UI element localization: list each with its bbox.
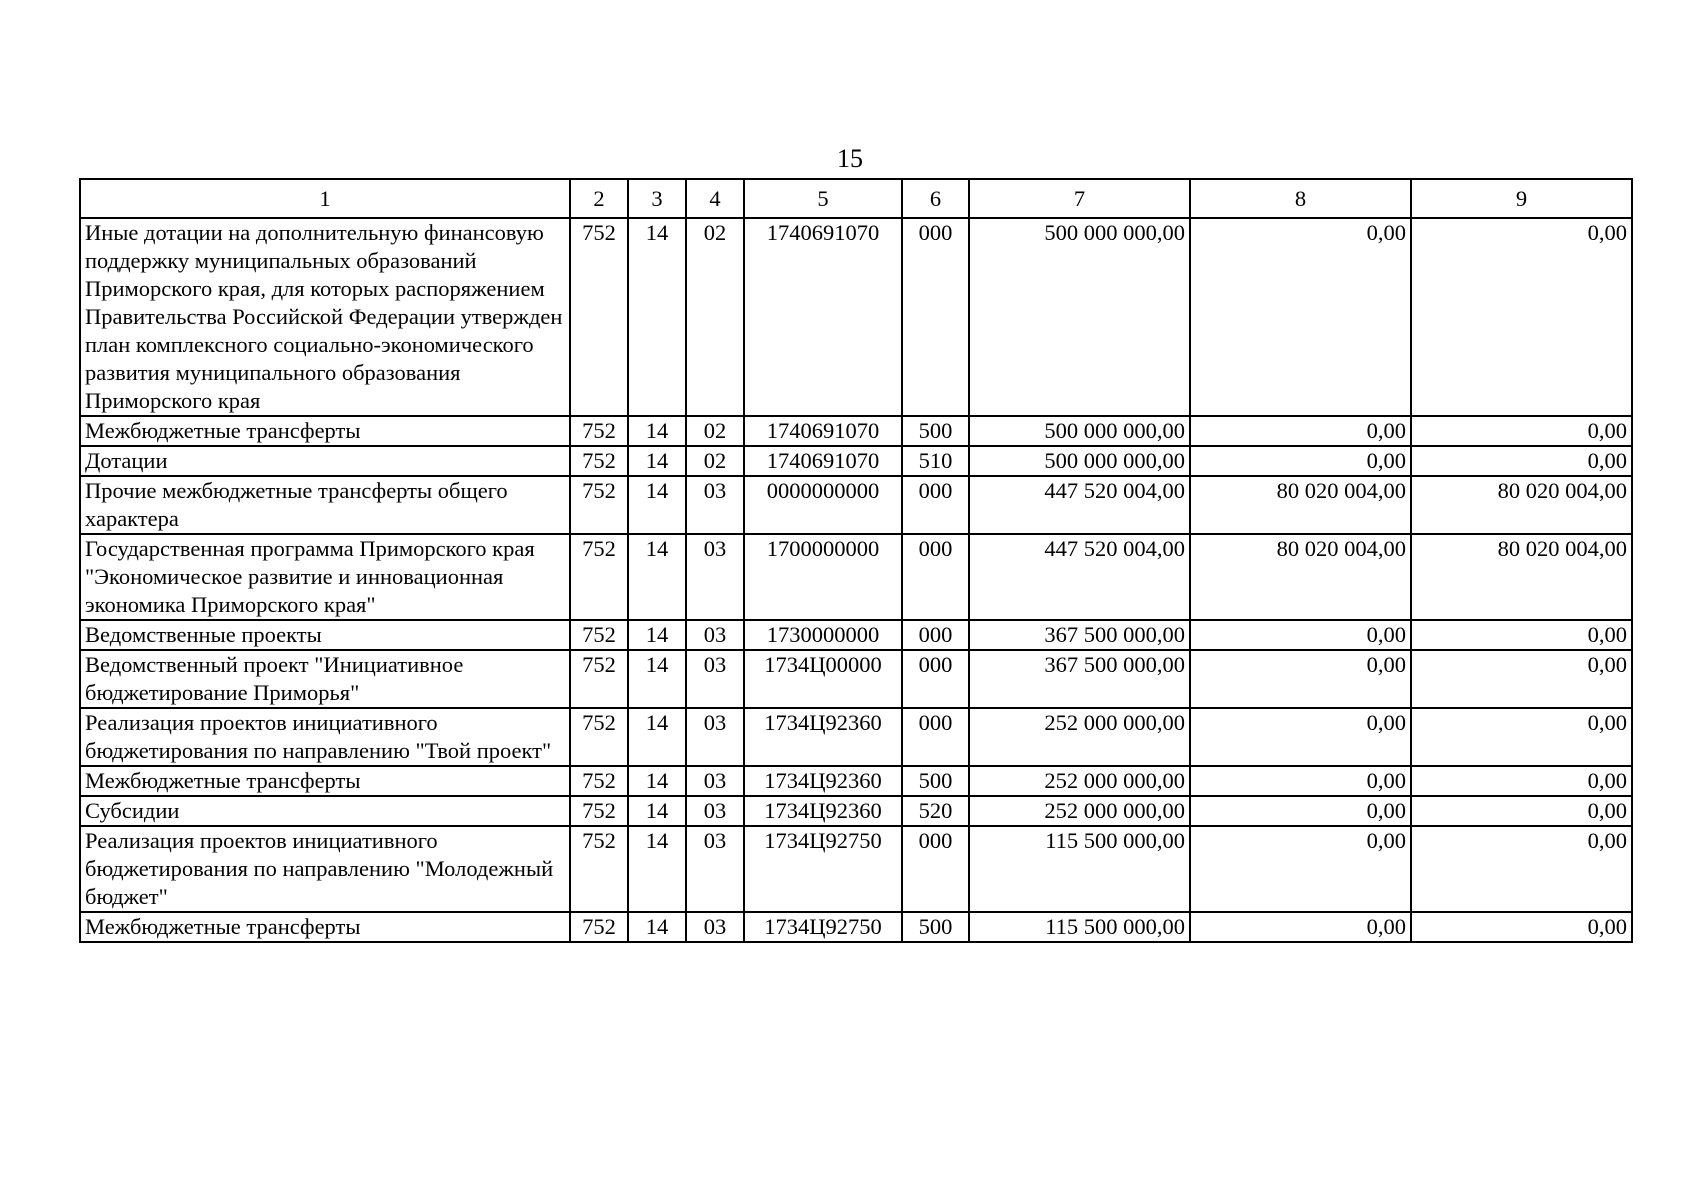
target-article-cell: 1740691070 (744, 416, 902, 446)
section-cell: 14 (628, 534, 686, 620)
table-row (80, 416, 1632, 446)
table-row (80, 912, 1632, 942)
amount-year2-cell: 0,00 (1190, 218, 1411, 416)
row-name-cell: Межбюджетные трансферты (80, 766, 570, 796)
amount-year1-cell: 367 500 000,00 (969, 650, 1190, 708)
admin-code-cell: 752 (570, 476, 628, 534)
expense-type-cell: 510 (902, 446, 969, 476)
amount-year1-cell: 447 520 004,00 (969, 534, 1190, 620)
expense-type-cell: 520 (902, 796, 969, 826)
table-row (80, 476, 1632, 534)
target-article-cell: 1730000000 (744, 620, 902, 650)
expense-type-cell: 500 (902, 912, 969, 942)
row-name-cell: Реализация проектов инициативного бюджетирования по направлению "Молодежный бюджет" (80, 826, 570, 912)
column-header: 8 (1190, 179, 1411, 218)
amount-year3-cell: 0,00 (1411, 620, 1632, 650)
amount-year2-cell: 0,00 (1190, 766, 1411, 796)
row-name-cell: Межбюджетные трансферты (80, 912, 570, 942)
admin-code-cell: 752 (570, 218, 628, 416)
header-row (80, 179, 1632, 218)
expense-type-cell: 000 (902, 534, 969, 620)
subsection-cell: 03 (686, 620, 744, 650)
row-name-cell: Иные дотации на дополнительную финансовую поддержку муниципальных образований Приморского края, для которых распоряжением Правительства Российской Федерации утвержден план комплексного социально-экономического развития муниципального образования Приморского края (80, 218, 570, 416)
row-name-cell: Государственная программа Приморского края "Экономическое развитие и инновационная экономика Приморского края" (80, 534, 570, 620)
expense-type-cell: 000 (902, 708, 969, 766)
admin-code-cell: 752 (570, 446, 628, 476)
amount-year2-cell: 0,00 (1190, 708, 1411, 766)
amount-year2-cell: 80 020 004,00 (1190, 476, 1411, 534)
subsection-cell: 03 (686, 826, 744, 912)
admin-code-cell: 752 (570, 416, 628, 446)
column-header: 1 (80, 179, 570, 218)
admin-code-cell: 752 (570, 534, 628, 620)
column-header: 5 (744, 179, 902, 218)
subsection-cell: 02 (686, 446, 744, 476)
target-article-cell: 1740691070 (744, 218, 902, 416)
subsection-cell: 03 (686, 476, 744, 534)
subsection-cell: 03 (686, 708, 744, 766)
target-article-cell: 1734Ц92360 (744, 796, 902, 826)
table-row (80, 534, 1632, 620)
amount-year1-cell: 115 500 000,00 (969, 912, 1190, 942)
amount-year3-cell: 80 020 004,00 (1411, 476, 1632, 534)
amount-year1-cell: 500 000 000,00 (969, 416, 1190, 446)
row-name-cell: Дотации (80, 446, 570, 476)
amount-year3-cell: 0,00 (1411, 218, 1632, 416)
row-name-cell: Ведомственный проект "Инициативное бюджетирование Приморья" (80, 650, 570, 708)
admin-code-cell: 752 (570, 650, 628, 708)
column-header: 3 (628, 179, 686, 218)
amount-year1-cell: 500 000 000,00 (969, 446, 1190, 476)
expense-type-cell: 000 (902, 650, 969, 708)
table-row (80, 650, 1632, 708)
table-row (80, 826, 1632, 912)
amount-year3-cell: 0,00 (1411, 826, 1632, 912)
section-cell: 14 (628, 476, 686, 534)
expense-type-cell: 000 (902, 476, 969, 534)
page-number: 15 (837, 144, 863, 173)
subsection-cell: 03 (686, 796, 744, 826)
row-name-cell: Прочие межбюджетные трансферты общего характера (80, 476, 570, 534)
section-cell: 14 (628, 826, 686, 912)
amount-year1-cell: 252 000 000,00 (969, 708, 1190, 766)
subsection-cell: 03 (686, 766, 744, 796)
amount-year1-cell: 252 000 000,00 (969, 766, 1190, 796)
section-cell: 14 (628, 446, 686, 476)
admin-code-cell: 752 (570, 912, 628, 942)
section-cell: 14 (628, 620, 686, 650)
amount-year2-cell: 80 020 004,00 (1190, 534, 1411, 620)
section-cell: 14 (628, 416, 686, 446)
expense-type-cell: 000 (902, 218, 969, 416)
amount-year1-cell: 367 500 000,00 (969, 620, 1190, 650)
amount-year3-cell: 0,00 (1411, 446, 1632, 476)
subsection-cell: 03 (686, 912, 744, 942)
target-article-cell: 1734Ц92750 (744, 912, 902, 942)
table-row (80, 796, 1632, 826)
section-cell: 14 (628, 218, 686, 416)
target-article-cell: 1700000000 (744, 534, 902, 620)
column-header: 6 (902, 179, 969, 218)
section-cell: 14 (628, 912, 686, 942)
amount-year2-cell: 0,00 (1190, 446, 1411, 476)
admin-code-cell: 752 (570, 796, 628, 826)
target-article-cell: 1734Ц92360 (744, 708, 902, 766)
amount-year2-cell: 0,00 (1190, 650, 1411, 708)
row-name-cell: Субсидии (80, 796, 570, 826)
amount-year2-cell: 0,00 (1190, 796, 1411, 826)
subsection-cell: 02 (686, 416, 744, 446)
target-article-cell: 1734Ц00000 (744, 650, 902, 708)
amount-year1-cell: 500 000 000,00 (969, 218, 1190, 416)
admin-code-cell: 752 (570, 708, 628, 766)
admin-code-cell: 752 (570, 826, 628, 912)
amount-year2-cell: 0,00 (1190, 620, 1411, 650)
expense-type-cell: 500 (902, 416, 969, 446)
subsection-cell: 03 (686, 534, 744, 620)
table-row (80, 218, 1632, 416)
subsection-cell: 03 (686, 650, 744, 708)
table-row (80, 620, 1632, 650)
expense-type-cell: 000 (902, 620, 969, 650)
amount-year3-cell: 0,00 (1411, 650, 1632, 708)
admin-code-cell: 752 (570, 766, 628, 796)
budget-table (79, 178, 1633, 943)
amount-year3-cell: 0,00 (1411, 766, 1632, 796)
amount-year1-cell: 447 520 004,00 (969, 476, 1190, 534)
row-name-cell: Реализация проектов инициативного бюджетирования по направлению "Твой проект" (80, 708, 570, 766)
amount-year1-cell: 252 000 000,00 (969, 796, 1190, 826)
expense-type-cell: 500 (902, 766, 969, 796)
amount-year3-cell: 0,00 (1411, 708, 1632, 766)
target-article-cell: 1740691070 (744, 446, 902, 476)
section-cell: 14 (628, 796, 686, 826)
target-article-cell: 0000000000 (744, 476, 902, 534)
admin-code-cell: 752 (570, 620, 628, 650)
amount-year3-cell: 0,00 (1411, 796, 1632, 826)
table-row (80, 766, 1632, 796)
amount-year2-cell: 0,00 (1190, 826, 1411, 912)
expense-type-cell: 000 (902, 826, 969, 912)
target-article-cell: 1734Ц92360 (744, 766, 902, 796)
amount-year1-cell: 115 500 000,00 (969, 826, 1190, 912)
row-name-cell: Межбюджетные трансферты (80, 416, 570, 446)
target-article-cell: 1734Ц92750 (744, 826, 902, 912)
table-row (80, 446, 1632, 476)
column-header: 7 (969, 179, 1190, 218)
section-cell: 14 (628, 766, 686, 796)
section-cell: 14 (628, 650, 686, 708)
amount-year3-cell: 0,00 (1411, 912, 1632, 942)
section-cell: 14 (628, 708, 686, 766)
amount-year2-cell: 0,00 (1190, 416, 1411, 446)
row-name-cell: Ведомственные проекты (80, 620, 570, 650)
column-header: 4 (686, 179, 744, 218)
amount-year2-cell: 0,00 (1190, 912, 1411, 942)
amount-year3-cell: 80 020 004,00 (1411, 534, 1632, 620)
subsection-cell: 02 (686, 218, 744, 416)
amount-year3-cell: 0,00 (1411, 416, 1632, 446)
table-body (80, 218, 1632, 942)
column-header: 9 (1411, 179, 1632, 218)
table-row (80, 708, 1632, 766)
column-header: 2 (570, 179, 628, 218)
